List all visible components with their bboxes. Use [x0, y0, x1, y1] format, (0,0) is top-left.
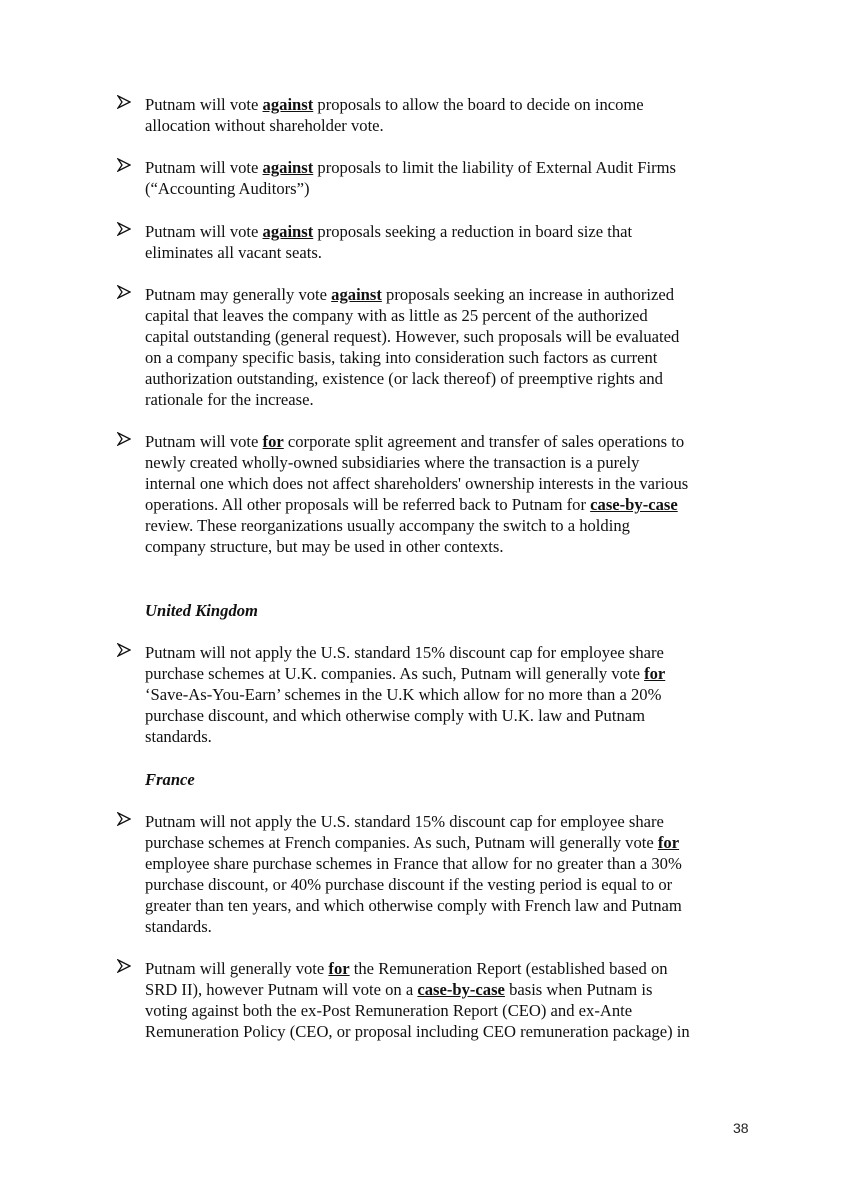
text-line — [145, 368, 747, 389]
bullet-item — [117, 157, 747, 199]
text-line — [145, 452, 747, 473]
arrow-bullet-icon — [117, 158, 131, 172]
text-line — [145, 958, 747, 979]
text-run: Putnam may generally vote — [145, 285, 332, 304]
text-line — [145, 157, 747, 178]
text-run: Putnam will generally vote — [145, 959, 329, 978]
bullet-text — [145, 157, 747, 199]
text-line — [145, 642, 747, 663]
arrow-bullet-icon — [117, 222, 131, 236]
bullet-text — [145, 94, 747, 136]
text-run: company structure, but may be used in other contexts. — [145, 537, 504, 556]
bullet-text — [145, 284, 747, 410]
bullet-item — [117, 642, 747, 747]
page-number: 38 — [733, 1120, 749, 1136]
bullet-text — [145, 221, 747, 263]
text-line — [145, 115, 747, 136]
text-run: capital outstanding (general request). However, such proposals will be evaluated — [145, 327, 680, 346]
text-run: capital that leaves the company with as little as 25 percent of the authorized — [145, 306, 648, 325]
bullet-text — [145, 811, 747, 937]
text-line — [145, 515, 747, 536]
text-run: Putnam will not apply the U.S. standard 15% discount cap for employee share — [145, 643, 664, 662]
arrow-bullet-icon — [117, 812, 131, 826]
text-line — [145, 1000, 747, 1021]
text-run: proposals seeking an increase in authorized — [381, 285, 675, 304]
bullet-text — [145, 431, 747, 557]
text-line — [145, 853, 747, 874]
arrow-bullet-icon — [117, 643, 131, 657]
text-line — [145, 705, 747, 726]
text-run: proposals seeking a reduction in board size that — [313, 222, 633, 241]
text-run: internal one which does not affect shareholders' ownership interests in the various — [145, 474, 689, 493]
bullet-text — [145, 642, 747, 747]
text-line — [145, 832, 747, 853]
text-line — [145, 916, 747, 937]
text-run: eliminates all vacant seats. — [145, 243, 322, 262]
arrow-bullet-icon — [117, 432, 131, 446]
text-line — [145, 726, 747, 747]
emphasized-term: for — [657, 833, 680, 852]
emphasized-term: for — [262, 432, 284, 451]
text-line — [145, 811, 747, 832]
text-run: standards. — [145, 917, 212, 936]
bullet-item — [117, 284, 747, 410]
text-run: operations. All other proposals will be referred back to Putnam for — [145, 495, 591, 514]
emphasized-term: against — [262, 95, 314, 114]
bullet-item — [117, 221, 747, 263]
text-line — [145, 389, 747, 410]
text-line — [145, 242, 747, 263]
arrow-bullet-icon — [117, 95, 131, 109]
text-run: newly created wholly-owned subsidiaries where the transaction is a purely — [145, 453, 640, 472]
text-line — [145, 979, 747, 1000]
text-line — [145, 473, 747, 494]
text-run: purchase schemes at French companies. As such, Putnam will generally vote — [145, 833, 658, 852]
emphasized-term: case-by-case — [590, 495, 678, 514]
text-line — [145, 494, 747, 515]
text-line — [145, 663, 747, 684]
text-line — [145, 305, 747, 326]
text-run: Putnam will vote — [145, 432, 263, 451]
text-run: authorization outstanding, existence (or lack thereof) of preemptive rights and — [145, 369, 663, 388]
section-heading-france: France — [145, 770, 195, 789]
text-run: Putnam will vote — [145, 158, 263, 177]
text-run: on a company specific basis, taking into consideration such factors as current — [145, 348, 658, 367]
arrow-bullet-icon — [117, 959, 131, 973]
text-run: corporate split agreement and transfer of sales operations to — [283, 432, 685, 451]
text-line — [145, 178, 747, 199]
text-run: allocation without shareholder vote. — [145, 116, 384, 135]
emphasized-term: for — [328, 959, 350, 978]
text-run: the Remuneration Report (established based on — [349, 959, 668, 978]
text-run: purchase discount, and which otherwise comply with U.K. law and Putnam — [145, 706, 646, 725]
text-run: purchase discount, or 40% purchase discount if the vesting period is equal to or — [145, 875, 673, 894]
text-line — [145, 895, 747, 916]
emphasized-term: against — [331, 285, 382, 304]
text-line — [145, 536, 747, 557]
text-line — [145, 431, 747, 452]
text-run: (“Accounting Auditors”) — [145, 179, 310, 198]
emphasized-term: against — [262, 222, 314, 241]
arrow-bullet-icon — [117, 285, 131, 299]
text-run: basis when Putnam is — [504, 980, 653, 999]
text-line — [145, 684, 747, 705]
text-run: rationale for the increase. — [145, 390, 314, 409]
text-run: Putnam will vote — [145, 222, 263, 241]
text-line — [145, 326, 747, 347]
text-run: Putnam will vote — [145, 95, 263, 114]
emphasized-term: against — [262, 158, 314, 177]
text-run: voting against both the ex-Post Remuneration Report (CEO) and ex-Ante — [145, 1001, 633, 1020]
bullet-item — [117, 94, 747, 136]
text-run: purchase schemes at U.K. companies. As such, Putnam will generally vote — [145, 664, 645, 683]
bullet-text — [145, 958, 747, 1042]
text-run: Remuneration Policy (CEO, or proposal including CEO remuneration package) in — [145, 1022, 690, 1041]
text-line — [145, 221, 747, 242]
text-run: review. These reorganizations usually accompany the switch to a holding — [145, 516, 630, 535]
text-run: greater than ten years, and which otherwise comply with French law and Putnam — [145, 896, 682, 915]
text-line — [145, 874, 747, 895]
text-run: proposals to limit the liability of External Audit Firms — [313, 158, 676, 177]
bullet-item — [117, 811, 747, 937]
text-run: employee share purchase schemes in France that allow for no greater than a 30% — [145, 854, 682, 873]
text-run: ‘Save-As-You-Earn’ schemes in the U.K which allow for no more than a 20% — [145, 685, 662, 704]
text-run: SRD II), however Putnam will vote on a — [145, 980, 418, 999]
text-line — [145, 1021, 747, 1042]
text-line — [145, 284, 747, 305]
emphasized-term: for — [644, 664, 666, 683]
text-run: standards. — [145, 727, 212, 746]
bullet-item — [117, 431, 747, 557]
section-heading-uk: United Kingdom — [145, 601, 258, 620]
emphasized-term: case-by-case — [417, 980, 505, 999]
bullet-item — [117, 958, 747, 1042]
text-run: proposals to allow the board to decide on income — [313, 95, 644, 114]
text-line — [145, 94, 747, 115]
text-run: Putnam will not apply the U.S. standard 15% discount cap for employee share — [145, 812, 664, 831]
text-line — [145, 347, 747, 368]
